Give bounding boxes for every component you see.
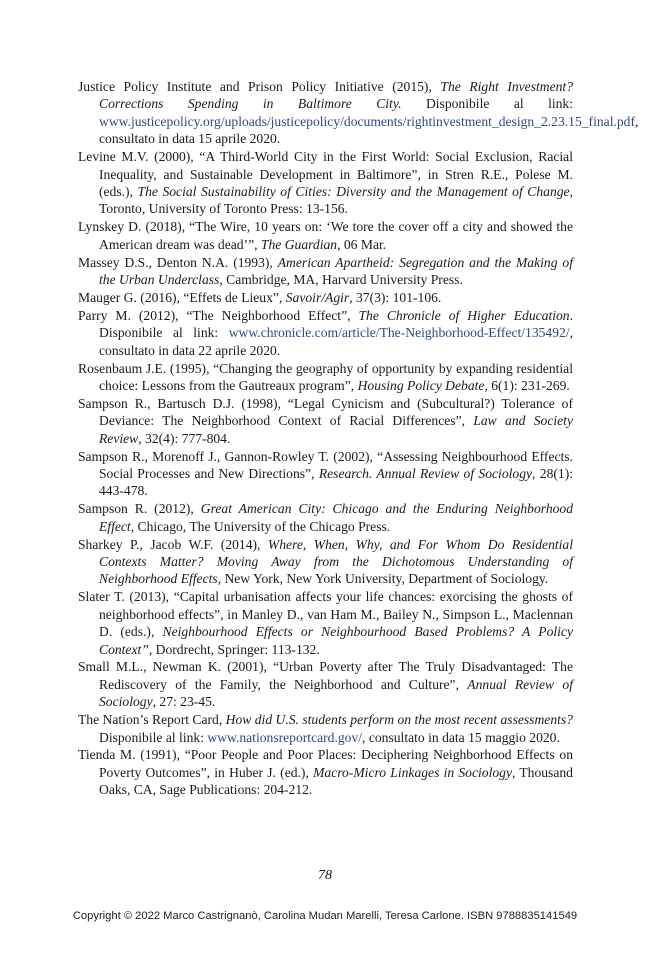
reference-text: Tienda M. (1991), “Poor People and Poor Places: Deciphering Neighborhood Effects on Poverty Outcomes”, in Huber J. (ed.),: [78, 747, 573, 780]
reference-text: , 28(1): 443-478.: [99, 465, 573, 499]
reference-text: , consultato in data 15 aprile 2020.: [99, 113, 639, 147]
reference-text: , 32(4): 777-804.: [138, 430, 231, 446]
reference-title: Housing Policy Debate: [357, 377, 485, 393]
reference-link[interactable]: www.nationsreportcard.gov/: [207, 729, 363, 745]
reference-title: Neighbourhood Effects or Neighbourhood Based Problems? A Policy Context”: [99, 624, 573, 657]
reference-text: Justice Policy Institute and Prison Policy Initiative (2015),: [78, 79, 441, 94]
reference-title: American Apartheid: Segregation and the Making of the Urban Underclass: [99, 254, 573, 287]
reference-title: Savoir/Agir: [285, 289, 350, 305]
reference-text: , Cambridge, MA, Harvard University Press.: [219, 271, 463, 287]
reference-text: , consultato in data 15 maggio 2020.: [362, 729, 560, 745]
reference-text: , Toronto, University of Toronto Press: 13-156.: [99, 183, 573, 217]
reference-text: The Nation’s Report Card,: [78, 712, 226, 728]
reference-entry: [78, 289, 573, 306]
reference-title: Macro-Micro Linkages in Sociology: [313, 764, 512, 780]
reference-entry: [78, 588, 573, 658]
reference-text: , Dordrecht, Springer: 113-132.: [148, 641, 320, 657]
reference-text: Sampson R., Morenoff J., Gannon-Rowley T. (2002), “Assessing Neighbourhood Effects. Social Processes and New Directions”,: [78, 448, 573, 481]
reference-title: The Guardian: [260, 236, 338, 252]
reference-text: , 06 Mar.: [337, 236, 387, 252]
copyright-notice: Copyright © 2022 Marco Castrignanò, Carolina Mudan Marelli, Teresa Carlone. ISBN 9788835141549: [72, 910, 578, 922]
reference-entry: [78, 148, 573, 218]
reference-text: Mauger G. (2016), “Effets de Lieux”,: [78, 289, 286, 305]
reference-text: , 6(1): 231-269.: [484, 377, 570, 393]
reference-text: Sharkey P., Jacob W.F. (2014),: [78, 536, 268, 552]
reference-title: The Chronicle of Higher Education: [358, 307, 570, 323]
reference-text: , consultato in data 22 aprile 2020.: [99, 325, 573, 358]
reference-text: Small M.L., Newman K. (2001), “Urban Poverty after The Truly Disadvantaged: The Rediscovery of the Family, the Neighborhood and Culture”,: [78, 659, 573, 692]
reference-text: , New York, New York University, Department of Sociology.: [217, 571, 549, 587]
reference-text: . Disponibile al link:: [99, 307, 574, 341]
reference-entry: [78, 307, 573, 359]
reference-list: [78, 78, 639, 799]
reference-text: , Chicago, The University of the Chicago Press.: [130, 518, 391, 534]
reference-text: , 37(3): 101-106.: [349, 289, 442, 305]
reference-entry: [78, 360, 573, 395]
reference-text: Lynskey D. (2018), “The Wire, 10 years on: ‘We tore the cover off a city and showed the American dream was dead’”,: [78, 219, 573, 252]
reference-title: Law and Society Review: [99, 413, 573, 446]
reference-title: Where, When, Why, and For Whom Do Residential Contexts Matter? Moving Away from the Dichotomous Understanding of Neighborhood Effects: [99, 536, 573, 587]
reference-text: , Thousand Oaks, CA, Sage Publications: 204-212.: [99, 764, 573, 798]
page-number: 78: [318, 868, 332, 883]
reference-title: Research. Annual Review of Sociology: [318, 465, 533, 481]
reference-entry: [78, 218, 573, 253]
reference-title: The Right Investment? Corrections Spending in Baltimore City.: [99, 79, 573, 112]
reference-text: Slater T. (2013), “Capital urbanisation affects your life chances: exorcising the ghosts of neighborhood effects”, in Manley D., van Ham M., Bailey N., Simpson L., Maclennan D. (eds.),: [78, 589, 573, 640]
reference-entry: [78, 746, 573, 798]
reference-entry: [78, 448, 573, 500]
reference-text: , 27: 23-45.: [152, 694, 216, 710]
reference-text: Massey D.S., Denton N.A. (1993),: [78, 254, 278, 270]
reference-title: How did U.S. students perform on the most recent assessments?: [225, 712, 573, 728]
reference-title: The Social Sustainability of Cities: Diversity and the Management of Change: [137, 183, 570, 199]
reference-link[interactable]: www.chronicle.com/article/The-Neighborhood-Effect/135492/: [228, 325, 570, 341]
reference-entry: [78, 658, 573, 710]
reference-text: Disponibile al link:: [99, 729, 208, 745]
reference-entry: [78, 536, 573, 588]
reference-entry: [78, 78, 639, 148]
reference-text: Rosenbaum J.E. (1995), “Changing the geography of opportunity by expanding residential choice: Lessons from the Gautreaux program”,: [78, 360, 573, 393]
reference-entry: [78, 254, 573, 289]
reference-text: Parry M. (2012), “The Neighborhood Effect”,: [78, 307, 359, 323]
reference-entry: [78, 500, 573, 535]
reference-text: Levine M.V. (2000), “A Third-World City in the First World: Social Exclusion, Racial Inequality, and Sustainable Development in Baltimore”, in Stren R.E., Polese M. (eds.),: [78, 149, 573, 199]
reference-title: Great American City: Chicago and the Enduring Neighborhood Effect: [99, 501, 574, 534]
reference-title: Annual Review of Sociology: [99, 676, 573, 710]
reference-entry: [78, 395, 573, 447]
reference-link[interactable]: www.justicepolicy.org/uploads/justicepolicy/documents/rightinvestment_design_2.23.15_final.pdf: [99, 113, 635, 129]
reference-text: Sampson R., Bartusch D.J. (1998), “Legal Cynicism and (Subcultural?) Tolerance of Deviance: The Neighborhood Context of Racial Differences”,: [78, 395, 573, 429]
reference-text: Sampson R. (2012),: [78, 501, 201, 517]
reference-text: Disponibile al link:: [401, 96, 573, 112]
reference-entry: [78, 711, 573, 746]
